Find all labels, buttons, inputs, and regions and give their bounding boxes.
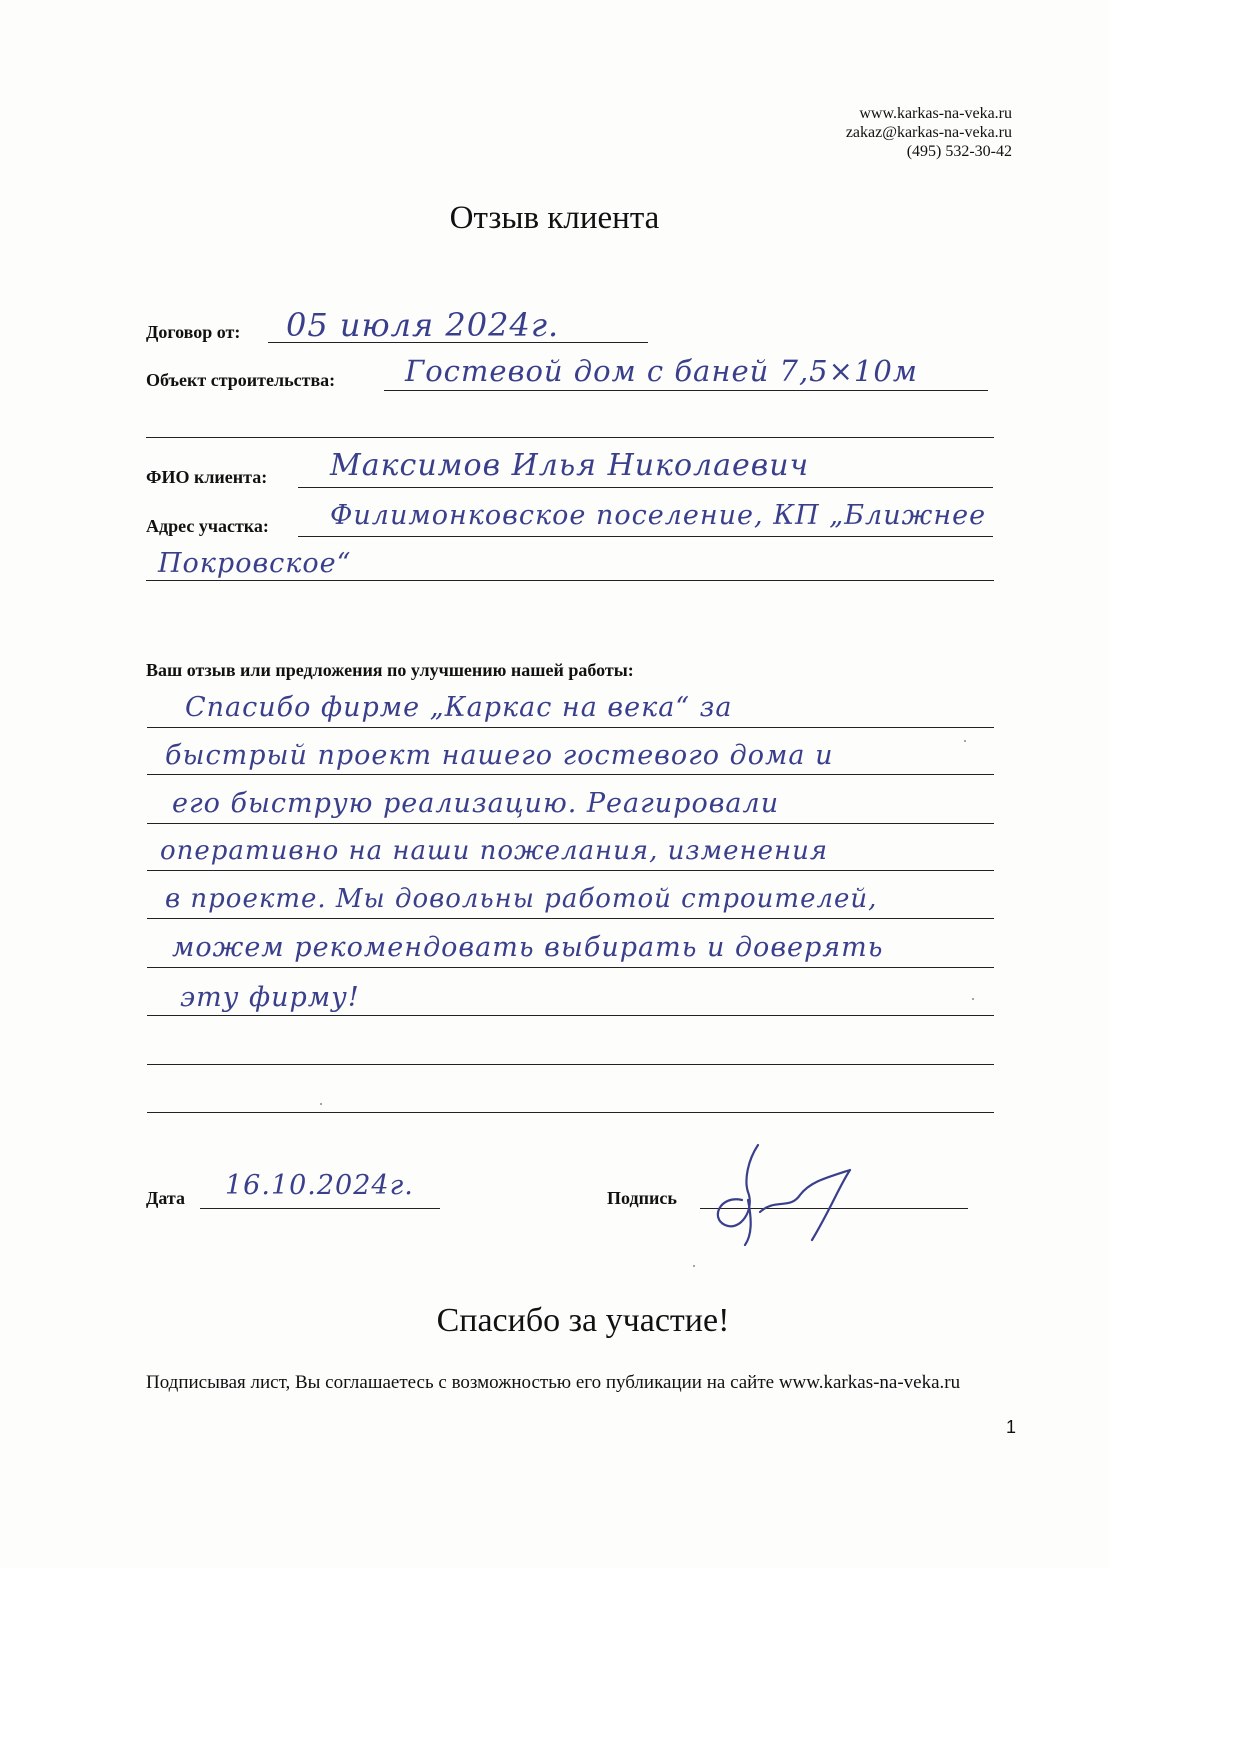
- scan-speck: [320, 1103, 322, 1105]
- date-underline: [200, 1208, 440, 1209]
- feedback-text-line: быстрый проект нашего гостевого дома и: [165, 740, 834, 771]
- contact-block: [846, 104, 1012, 161]
- feedback-line: [147, 1112, 994, 1113]
- feedback-text-line: в проекте. Мы довольны работой строителей,: [165, 884, 878, 914]
- address-label: Адрес участка:: [146, 516, 269, 536]
- object-extra-line: [146, 437, 994, 438]
- feedback-label: Ваш отзыв или предложения по улучшению нашей работы:: [146, 660, 634, 680]
- client-name-value: Максимов Илья Николаевич: [330, 448, 810, 483]
- feedback-line: [147, 774, 994, 775]
- client-name-label: ФИО клиента:: [146, 467, 268, 487]
- thanks-message: Спасибо за участие!: [436, 1302, 730, 1339]
- contract-label: Договор от:: [146, 322, 241, 342]
- feedback-text-line: эту фирму!: [180, 982, 360, 1013]
- feedback-line: [147, 727, 994, 728]
- object-value: Гостевой дом с баней 7,5×10м: [405, 354, 918, 388]
- address-value-line1: Филимонковское поселение, КП „Ближнее: [330, 500, 987, 531]
- feedback-line: [147, 967, 994, 968]
- feedback-text-line: можем рекомендовать выбирать и доверять: [172, 932, 884, 963]
- handwritten-signature: [700, 1140, 880, 1250]
- page-title: Отзыв клиента: [449, 200, 660, 236]
- feedback-line: [147, 870, 994, 871]
- date-value: 16.10.2024г.: [225, 1170, 414, 1201]
- client-name-underline: [298, 487, 993, 488]
- phone-number: (495) 532-30-42: [906, 143, 1012, 160]
- object-underline: [384, 390, 988, 391]
- signature-label: Подпись: [607, 1188, 677, 1208]
- page-number: 1: [1006, 1417, 1017, 1437]
- scan-speck: [693, 1265, 695, 1267]
- date-label: Дата: [146, 1188, 185, 1208]
- feedback-text-line: оперативно на наши пожелания, изменения: [160, 836, 829, 866]
- scan-speck: [972, 998, 974, 1000]
- address-value-line2: Покровское“: [158, 548, 352, 579]
- feedback-text-line: Спасибо фирме „Каркас на века“ за: [185, 692, 733, 723]
- feedback-line: [147, 1064, 994, 1065]
- feedback-text-line: его быструю реализацию. Реагировали: [172, 788, 780, 819]
- feedback-line: [147, 823, 994, 824]
- email-link[interactable]: zakaz@karkas-na-veka.ru: [845, 124, 1012, 141]
- contract-date-value: 05 июля 2024г.: [286, 306, 560, 344]
- object-label: Объект строительства:: [146, 370, 336, 390]
- publication-consent-note: Подписывая лист, Вы соглашаетесь с возможностью его публикации на сайте www.karkas-na-veka.ru: [146, 1372, 961, 1393]
- website-link[interactable]: www.karkas-na-veka.ru: [859, 105, 1012, 122]
- address-extra-line: [146, 580, 994, 581]
- address-underline: [298, 536, 993, 537]
- feedback-line: [147, 918, 994, 919]
- scan-speck: [964, 740, 966, 742]
- feedback-line: [147, 1015, 994, 1016]
